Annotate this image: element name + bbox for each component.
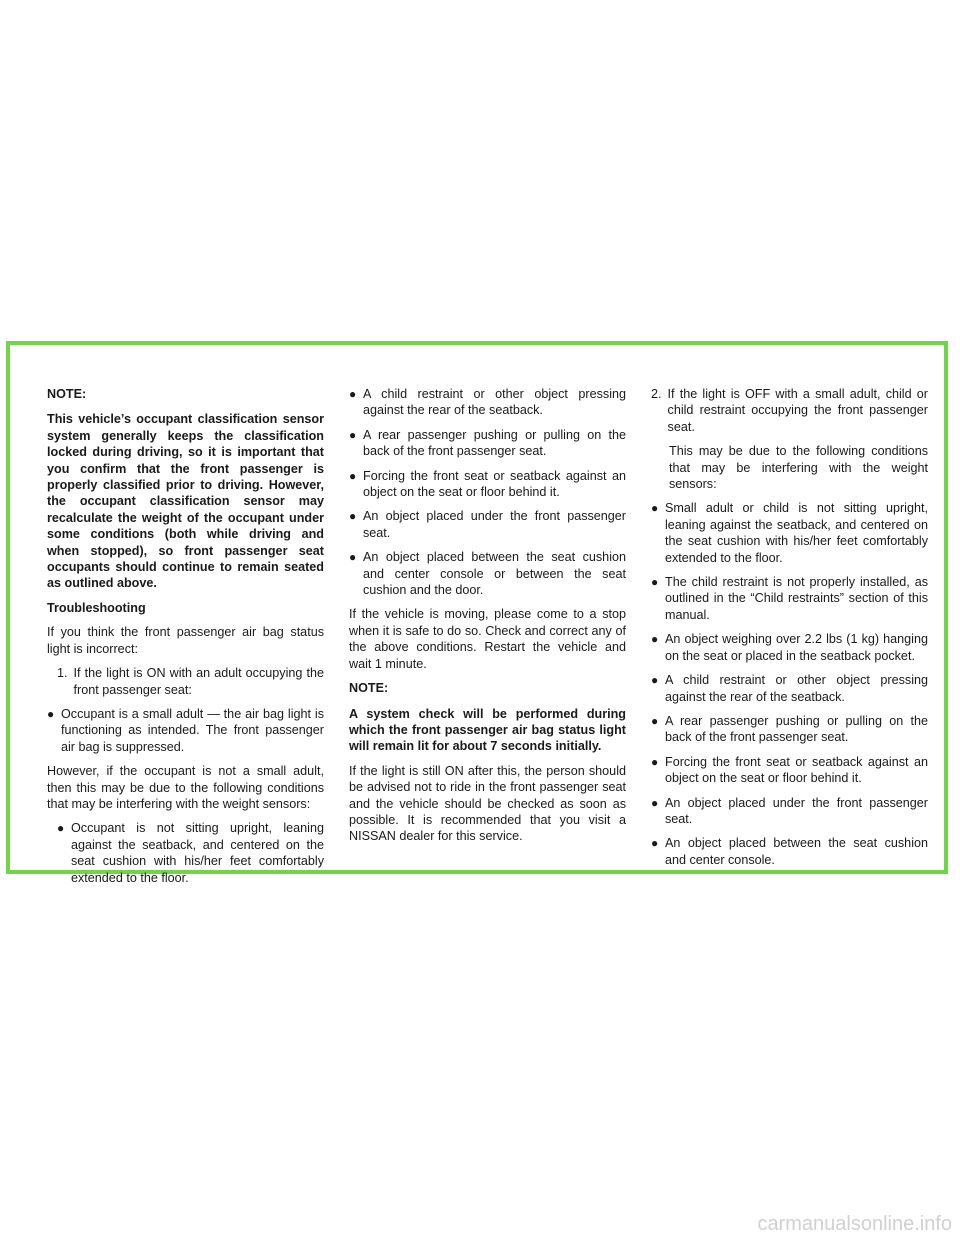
bullet-dot-icon: ● <box>651 713 659 728</box>
numbered-item-1 <box>47 665 324 698</box>
list-item-text: An object weighing over 2.2 lbs (1 kg) hanging on the seat or placed in the seatback pocket. <box>665 632 928 663</box>
list-item <box>651 672 928 705</box>
bullet-dot-icon: ● <box>47 706 55 721</box>
paragraph: If the vehicle is moving, please come to a stop when it is safe to do so. Check and correct any of the above conditions. Restart the vehicle and wait 1 minute. <box>349 607 626 671</box>
list-item <box>651 835 928 868</box>
list-item-text: Forcing the front seat or seatback against an object on the seat or floor behind it. <box>363 468 626 500</box>
list-item <box>651 795 928 828</box>
list-item <box>349 427 626 460</box>
list-item-text: Occupant is not sitting upright, leaning against the seatback, and centered on the seat cushion with his/her feet comfortably extended to the floor. <box>71 821 324 885</box>
bullet-dot-icon: ● <box>57 821 65 836</box>
list-item-text: A child restraint or other object pressing against the rear of the seatback. <box>363 387 626 418</box>
list-item-text: Small adult or child is not sitting upright, leaning against the seatback, and centered on the seat cushion with his/her feet comfortably extended to the floor. <box>665 501 928 565</box>
watermark: carmanualsonline.info <box>757 1213 952 1235</box>
list-item-text: An object placed under the front passenger seat. <box>665 795 928 826</box>
list-item <box>349 508 626 541</box>
bullet-dot-icon: ● <box>651 673 659 688</box>
note-label: NOTE: <box>349 681 389 696</box>
list-item-text: An object placed under the front passenger seat. <box>363 509 626 540</box>
paragraph: However, if the occupant is not a small adult, then this may be due to the following conditions that may be interfering with the weight sensors: <box>47 764 324 811</box>
item-number: 1. <box>57 666 68 681</box>
bullet-dot-icon: ● <box>651 754 659 769</box>
numbered-item-2 <box>651 386 928 435</box>
bullet-dot-icon: ● <box>349 468 357 483</box>
bullet-dot-icon: ● <box>651 575 659 590</box>
column-2 <box>349 386 626 853</box>
list-item <box>651 500 928 566</box>
bullet-dot-icon: ● <box>349 427 357 442</box>
sub-paragraph: This may be due to the following conditions that may be interfering with the weight sensors: <box>669 444 928 492</box>
list-item-text: Forcing the front seat or seatback against an object on the seat or floor behind it. <box>665 754 928 786</box>
list-item <box>651 754 928 787</box>
list-item <box>651 713 928 746</box>
list-item-text: An object placed between the seat cushion and center console. <box>665 836 928 867</box>
item-text: If the light is ON with an adult occupying the front passenger seat: <box>73 666 324 697</box>
list-item <box>349 468 626 501</box>
bullet-dot-icon: ● <box>349 550 357 565</box>
item-number: 2. <box>651 387 662 401</box>
list-item <box>47 820 324 886</box>
bullet-dot-icon: ● <box>349 387 357 401</box>
list-item-text: Occupant is a small adult — the air bag light is functioning as intended. The front passenger air bag is suppressed. <box>61 706 324 754</box>
column-1 <box>47 386 324 894</box>
note-body: This vehicle’s occupant classification sensor system generally keeps the classification locked during driving, so it is important that you confirm that the front passenger is properly classified prior to driving. However, the occupant classification sensor may recalculate the weight of the occupant under some conditions (both while driving and when stopped), so front passenger seat occupants should continue to remain seated as outlined above. <box>47 412 324 591</box>
bullet-dot-icon: ● <box>349 509 357 524</box>
item-text: If the light is OFF with a small adult, child or child restraint occupying the front passenger seat. <box>667 387 928 434</box>
list-item <box>349 549 626 598</box>
list-item-text: An object placed between the seat cushion and center console or between the seat cushion and the door. <box>363 550 626 598</box>
list-item <box>651 574 928 623</box>
troubleshooting-heading: Troubleshooting <box>47 600 146 615</box>
list-item <box>651 631 928 664</box>
note-body: A system check will be performed during which the front passenger air bag status light will remain lit for about 7 seconds initially. <box>349 706 626 754</box>
list-item-text: A rear passenger pushing or pulling on the back of the front passenger seat. <box>363 427 626 459</box>
bullet-dot-icon: ● <box>651 836 659 851</box>
bullet-dot-icon: ● <box>651 501 659 516</box>
bullet-dot-icon: ● <box>651 795 659 810</box>
list-item-text: The child restraint is not properly installed, as outlined in the “Child restraints” section of this manual. <box>665 575 928 622</box>
column-3 <box>651 386 928 876</box>
note-label: NOTE: <box>47 387 87 401</box>
list-item-text: A rear passenger pushing or pulling on the back of the front passenger seat. <box>665 713 928 745</box>
list-item <box>349 386 626 419</box>
list-item-text: A child restraint or other object pressing against the rear of the seatback. <box>665 673 928 704</box>
list-item <box>47 706 324 755</box>
intro-paragraph: If you think the front passenger air bag status light is incorrect: <box>47 625 324 656</box>
paragraph: If the light is still ON after this, the person should be advised not to ride in the front passenger seat and the vehicle should be checked as soon as possible. It is recommended that you visit a NISSAN dealer for this service. <box>349 763 626 844</box>
bullet-dot-icon: ● <box>651 632 659 647</box>
